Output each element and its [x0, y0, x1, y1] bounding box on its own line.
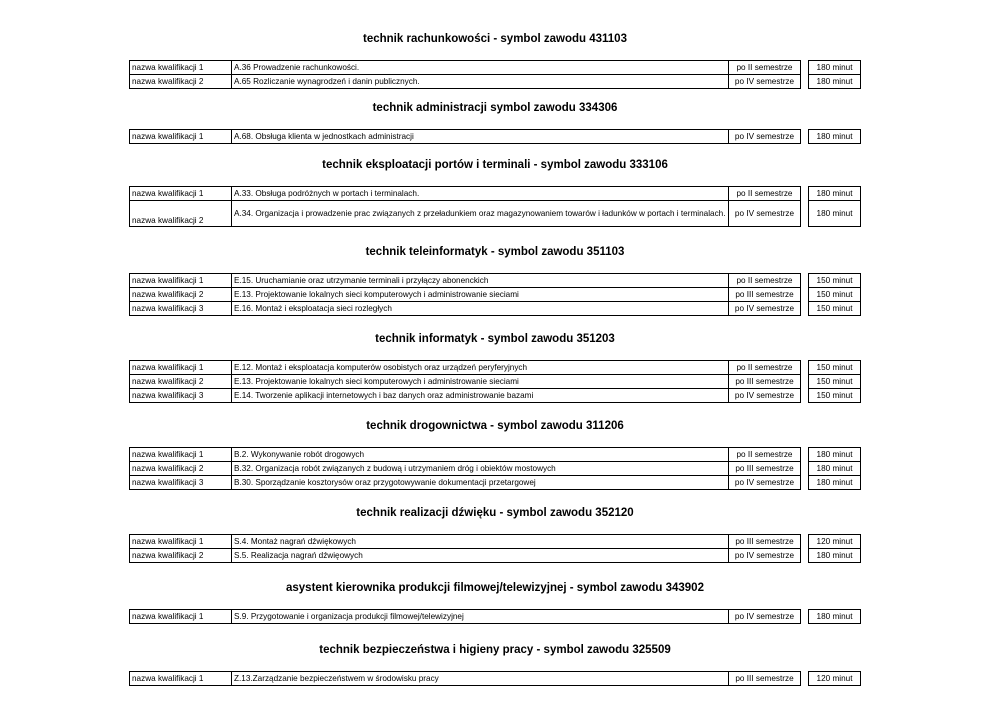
qualification-description-cell: B.30. Sporządzanie kosztorysów oraz przygotowywanie dokumentacji przetargowej: [232, 476, 729, 490]
qualification-section: [129, 506, 861, 561]
qualification-description-cell: E.15. Uruchamianie oraz utrzymanie terminali i przyłączy abonenckich: [232, 274, 729, 288]
table-row: [130, 302, 861, 316]
table-row: [130, 610, 861, 624]
section-title: asystent kierownika produkcji filmowej/telewizyjnej - symbol zawodu 343902: [286, 582, 704, 594]
qualification-description-cell: A.65 Rozliczanie wynagrodzeń i danin publicznych.: [232, 75, 729, 89]
exam-duration-cell: 150 minut: [809, 389, 861, 403]
qualification-description-cell: E.13. Projektowanie lokalnych sieci komputerowych i administrowanie sieciami: [232, 375, 729, 389]
qualification-table: [129, 129, 861, 144]
qualification-name-cell: nazwa kwalifikacji 1: [130, 610, 232, 624]
qualification-table: [129, 273, 861, 316]
qualification-section: [129, 419, 861, 488]
qualification-name-cell: nazwa kwalifikacji 1: [130, 672, 232, 686]
table-row: [130, 476, 861, 490]
qualification-name-cell: nazwa kwalifikacji 3: [130, 389, 232, 403]
exam-duration-cell: 180 minut: [809, 75, 861, 89]
column-spacer: [801, 672, 809, 686]
exam-duration-cell: 180 minut: [809, 187, 861, 201]
exam-duration-cell: 180 minut: [809, 61, 861, 75]
exam-semester-cell: po IV semestrze: [729, 476, 801, 490]
table-row: [130, 672, 861, 686]
qualification-name-cell: nazwa kwalifikacji 1: [130, 535, 232, 549]
qualification-description-cell: E.13. Projektowanie lokalnych sieci komputerowych i administrowanie sieciami: [232, 288, 729, 302]
exam-duration-cell: 150 minut: [809, 302, 861, 316]
qualification-name-cell: nazwa kwalifikacji 1: [130, 448, 232, 462]
qualification-description-cell: B.32. Organizacja robót związanych z budową i utrzymaniem dróg i obiektów mostowych: [232, 462, 729, 476]
qualification-section: [129, 581, 861, 622]
qualification-name-cell: nazwa kwalifikacji 1: [130, 187, 232, 201]
column-spacer: [801, 610, 809, 624]
qualification-name-cell: nazwa kwalifikacji 2: [130, 462, 232, 476]
exam-semester-cell: po IV semestrze: [729, 549, 801, 563]
qualification-description-cell: A.34. Organizacja i prowadzenie prac związanych z przeładunkiem oraz magazynowaniem towarów i ładunków w portach i terminalach.: [232, 201, 729, 227]
qualification-name-cell: nazwa kwalifikacji 1: [130, 361, 232, 375]
column-spacer: [801, 549, 809, 563]
qualification-table: [129, 534, 861, 563]
exam-duration-cell: 180 minut: [809, 610, 861, 624]
column-spacer: [801, 476, 809, 490]
exam-semester-cell: po IV semestrze: [729, 302, 801, 316]
exam-duration-cell: 120 minut: [809, 535, 861, 549]
qualification-name-cell: nazwa kwalifikacji 2: [130, 75, 232, 89]
section-title: technik administracji symbol zawodu 334306: [372, 102, 618, 114]
table-row: [130, 389, 861, 403]
column-spacer: [801, 375, 809, 389]
table-row: [130, 187, 861, 201]
exam-semester-cell: po III semestrze: [729, 535, 801, 549]
exam-semester-cell: po III semestrze: [729, 375, 801, 389]
exam-semester-cell: po II semestrze: [729, 448, 801, 462]
qualification-name-cell: nazwa kwalifikacji 1: [130, 130, 232, 144]
qualification-description-cell: E.12. Montaż i eksploatacja komputerów osobistych oraz urządzeń peryferyjnych: [232, 361, 729, 375]
exam-duration-cell: 180 minut: [809, 476, 861, 490]
qualification-name-cell: nazwa kwalifikacji 2: [130, 288, 232, 302]
section-title: technik realizacji dźwięku - symbol zawodu 352120: [356, 507, 634, 519]
exam-duration-cell: 180 minut: [809, 549, 861, 563]
qualification-description-cell: A.33. Obsługa podróżnych w portach i terminalach.: [232, 187, 729, 201]
qualification-section: [129, 643, 861, 684]
table-row: [130, 549, 861, 563]
table-row: [130, 274, 861, 288]
column-spacer: [801, 130, 809, 144]
exam-semester-cell: po III semestrze: [729, 462, 801, 476]
section-title: technik bezpieczeństwa i higieny pracy - symbol zawodu 325509: [319, 644, 671, 656]
table-row: [130, 375, 861, 389]
qualification-table: [129, 60, 861, 89]
table-row: [130, 462, 861, 476]
table-row: [130, 361, 861, 375]
qualification-description-cell: S.5. Realizacja nagrań dźwięowych: [232, 549, 729, 563]
table-row: [130, 288, 861, 302]
exam-duration-cell: 180 minut: [809, 130, 861, 144]
qualification-table: [129, 609, 861, 624]
column-spacer: [801, 361, 809, 375]
qualification-table: [129, 360, 861, 403]
exam-semester-cell: po IV semestrze: [729, 389, 801, 403]
qualification-description-cell: B.2. Wykonywanie robót drogowych: [232, 448, 729, 462]
qualification-name-cell: nazwa kwalifikacji 2: [130, 549, 232, 563]
table-row: [130, 201, 861, 227]
exam-duration-cell: 150 minut: [809, 375, 861, 389]
qualification-table: [129, 671, 861, 686]
section-title: technik eksploatacji portów i terminali - symbol zawodu 333106: [322, 159, 668, 171]
column-spacer: [801, 61, 809, 75]
section-title: technik rachunkowości - symbol zawodu 431103: [363, 33, 627, 45]
qualification-name-cell: nazwa kwalifikacji 3: [130, 302, 232, 316]
column-spacer: [801, 389, 809, 403]
qualification-name-cell: nazwa kwalifikacji 2: [130, 375, 232, 389]
qualification-description-cell: Z.13.Zarządzanie bezpieczeństwem w środowisku pracy: [232, 672, 729, 686]
table-row: [130, 61, 861, 75]
column-spacer: [801, 274, 809, 288]
column-spacer: [801, 187, 809, 201]
column-spacer: [801, 288, 809, 302]
section-title: technik informatyk - symbol zawodu 351203: [375, 333, 615, 345]
qualification-section: [129, 245, 861, 314]
column-spacer: [801, 75, 809, 89]
exam-duration-cell: 180 minut: [809, 448, 861, 462]
exam-duration-cell: 180 minut: [809, 201, 861, 227]
qualification-section: [129, 32, 861, 87]
exam-duration-cell: 180 minut: [809, 462, 861, 476]
qualification-section: [129, 332, 861, 401]
qualification-name-cell: nazwa kwalifikacji 2: [130, 201, 232, 227]
qualification-description-cell: A.36 Prowadzenie rachunkowości.: [232, 61, 729, 75]
column-spacer: [801, 448, 809, 462]
qualification-description-cell: A.68. Obsługa klienta w jednostkach administracji: [232, 130, 729, 144]
qualification-section: [129, 158, 861, 226]
qualification-description-cell: E.16. Montaż i eksploatacja sieci rozległych: [232, 302, 729, 316]
column-spacer: [801, 302, 809, 316]
table-row: [130, 75, 861, 89]
qualification-name-cell: nazwa kwalifikacji 1: [130, 274, 232, 288]
column-spacer: [801, 201, 809, 227]
section-title: technik drogownictwa - symbol zawodu 311206: [366, 420, 624, 432]
qualification-description-cell: S.9. Przygotowanie i organizacja produkcji filmowej/telewizyjnej: [232, 610, 729, 624]
qualification-table: [129, 186, 861, 227]
qualification-description-cell: S.4. Montaż nagrań dźwiękowych: [232, 535, 729, 549]
exam-semester-cell: po IV semestrze: [729, 201, 801, 227]
qualification-name-cell: nazwa kwalifikacji 3: [130, 476, 232, 490]
table-row: [130, 535, 861, 549]
exam-duration-cell: 120 minut: [809, 672, 861, 686]
exam-semester-cell: po II semestrze: [729, 361, 801, 375]
exam-duration-cell: 150 minut: [809, 361, 861, 375]
exam-semester-cell: po II semestrze: [729, 274, 801, 288]
exam-duration-cell: 150 minut: [809, 274, 861, 288]
qualification-section: [129, 101, 861, 142]
section-title: technik teleinformatyk - symbol zawodu 351103: [365, 246, 625, 258]
exam-semester-cell: po IV semestrze: [729, 75, 801, 89]
exam-semester-cell: po III semestrze: [729, 288, 801, 302]
exam-semester-cell: po II semestrze: [729, 61, 801, 75]
exam-duration-cell: 150 minut: [809, 288, 861, 302]
exam-semester-cell: po IV semestrze: [729, 610, 801, 624]
table-row: [130, 130, 861, 144]
column-spacer: [801, 535, 809, 549]
qualification-table: [129, 447, 861, 490]
qualification-name-cell: nazwa kwalifikacji 1: [130, 61, 232, 75]
exam-semester-cell: po III semestrze: [729, 672, 801, 686]
exam-semester-cell: po II semestrze: [729, 187, 801, 201]
column-spacer: [801, 462, 809, 476]
table-row: [130, 448, 861, 462]
qualification-description-cell: E.14. Tworzenie aplikacji internetowych i baz danych oraz administrowanie bazami: [232, 389, 729, 403]
exam-semester-cell: po IV semestrze: [729, 130, 801, 144]
